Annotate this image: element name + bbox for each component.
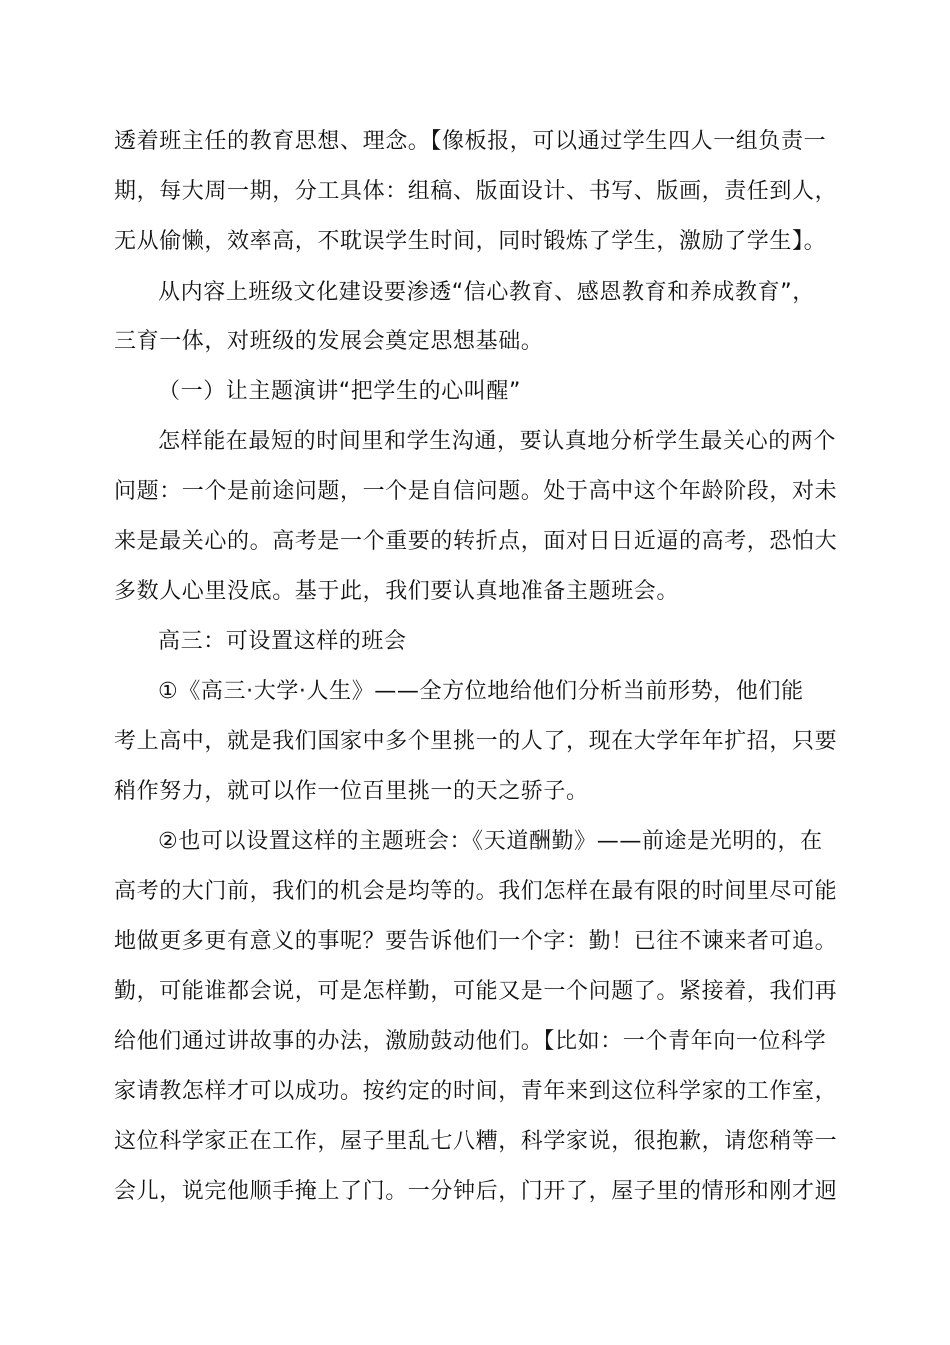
- paragraph-first-line: ①《高三·大学·人生》——全方位地给他们分析当前形势，他们能: [158, 679, 804, 704]
- text-line: 来是最关心的。高考是一个重要的转折点，面对日日近逼的高考，恐怕大: [114, 529, 838, 554]
- text-line: 会儿，说完他顺手掩上了门。一分钟后，门开了，屋子里的情形和刚才迥: [114, 1179, 838, 1204]
- text-line: 问题：一个是前途问题，一个是自信问题。处于高中这个年龄阶段，对未: [114, 479, 838, 504]
- text-line: 考上高中，就是我们国家中多个里挑一的人了，现在大学年年扩招，只要: [114, 729, 838, 754]
- text-line: 家请教怎样才可以成功。按约定的时间，青年来到这位科学家的工作室，: [114, 1079, 838, 1104]
- text-line: 透着班主任的教育思想、理念。【像板报，可以通过学生四人一组负责一: [114, 129, 827, 154]
- paragraph-first-line: 怎样能在最短的时间里和学生沟通，要认真地分析学生最关心的两个: [158, 429, 837, 454]
- text-line: 期，每大周一期，分工具体：组稿、版面设计、书写、版画，责任到人，: [114, 179, 838, 204]
- paragraph-first-line: 从内容上班级文化建设要渗透“信心教育、感恩教育和养成教育”，: [158, 280, 815, 305]
- text-line: 这位科学家正在工作，屋子里乱七八糟，科学家说，很抱歉，请您稍等一: [114, 1129, 838, 1154]
- text-line: 地做更多更有意义的事呢？要告诉他们一个字：勤！已往不谏来者可追。: [114, 929, 838, 954]
- paragraph-first-line: 高三：可设置这样的班会: [158, 629, 407, 654]
- text-line: 勤，可能谁都会说，可是怎样勤，可能又是一个问题了。紧接着，我们再: [114, 979, 838, 1004]
- paragraph-first-line: ②也可以设置这样的主题班会：《天道酬勤》——前途是光明的，在: [158, 829, 823, 854]
- text-line: 多数人心里没底。基于此，我们要认真地准备主题班会。: [114, 579, 680, 604]
- text-line: 给他们通过讲故事的办法，激励鼓动他们。【比如：一个青年向一位科学: [114, 1029, 827, 1054]
- text-line: 稍作努力，就可以作一位百里挑一的天之骄子。: [114, 779, 589, 804]
- section-heading: （一）让主题演讲“把学生的心叫醒”: [158, 379, 521, 404]
- text-line: 高考的大门前，我们的机会是均等的。我们怎样在最有限的时间里尽可能: [114, 879, 838, 904]
- text-line: 三育一体，对班级的发展会奠定思想基础。: [114, 329, 544, 354]
- text-line: 无从偷懒，效率高，不耽误学生时间，同时锻炼了学生，激励了学生】。: [114, 229, 827, 254]
